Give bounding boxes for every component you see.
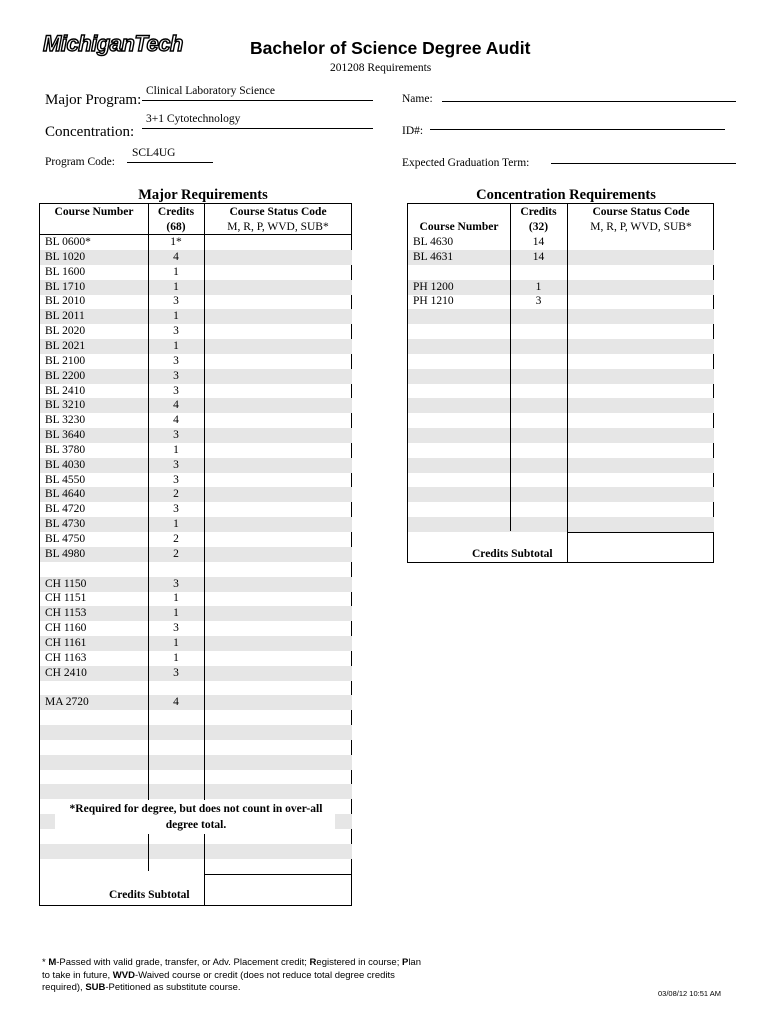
conc-status-cell[interactable] (568, 413, 714, 428)
conc-col-credits-header: Credits (520, 206, 557, 218)
conc-status-cell[interactable] (568, 384, 714, 399)
major-course-number: BL 2100 (45, 354, 86, 367)
id-field[interactable] (430, 129, 725, 130)
major-credits: 1 (173, 443, 179, 456)
major-credits: 1 (173, 636, 179, 649)
major-credits: 4 (173, 414, 179, 427)
major-credits: 1 (173, 339, 179, 352)
conc-status-cell[interactable] (568, 398, 714, 413)
major-course-number: BL 1020 (45, 250, 86, 263)
major-status-cell[interactable] (205, 487, 352, 502)
major-status-cell[interactable] (205, 398, 352, 413)
major-status-cell[interactable] (205, 502, 352, 517)
major-course-number: BL 4720 (45, 503, 86, 516)
conc-course-number: BL 4631 (413, 250, 454, 263)
major-status-cell[interactable] (205, 473, 352, 488)
page-subtitle: 201208 Requirements (330, 62, 432, 74)
major-status-cell[interactable] (205, 621, 352, 636)
major-course-number: CH 1150 (45, 577, 87, 590)
major-credits: 1 (173, 651, 179, 664)
program-code-value: SCL4UG (132, 147, 176, 159)
major-requirements-table (39, 203, 352, 906)
major-credits: 3 (173, 384, 179, 397)
major-credits: 3 (173, 458, 179, 471)
conc-status-cell[interactable] (568, 265, 714, 280)
major-course-number: MA 2720 (45, 696, 89, 709)
major-course-number: BL 4550 (45, 473, 86, 486)
major-credits: 3 (173, 503, 179, 516)
footnote-wvd: WVD (112, 969, 135, 981)
major-credits: 4 (173, 696, 179, 709)
conc-credits-divider (510, 204, 511, 531)
major-status-cell[interactable] (205, 294, 352, 309)
major-credits: 2 (173, 488, 179, 501)
major-status-cell[interactable] (205, 784, 352, 799)
major-credits: 1* (170, 236, 182, 248)
major-credits: 3 (173, 295, 179, 308)
major-status-cell[interactable] (205, 547, 352, 562)
major-course-number: BL 4750 (45, 533, 86, 545)
major-credits: 3 (173, 429, 179, 442)
major-status-cell[interactable] (205, 369, 352, 384)
conc-status-cell[interactable] (568, 235, 714, 250)
conc-status-cell[interactable] (568, 458, 714, 473)
major-status-cell[interactable] (205, 384, 352, 399)
conc-status-cell[interactable] (568, 369, 714, 384)
conc-status-cell[interactable] (568, 517, 714, 532)
id-label: ID#: (402, 125, 424, 137)
conc-status-cell[interactable] (568, 309, 714, 324)
print-timestamp: 03/08/12 10:51 AM (658, 989, 721, 998)
conc-status-cell[interactable] (568, 354, 714, 369)
major-course-number: BL 3780 (45, 443, 86, 456)
major-status-cell[interactable] (205, 280, 352, 295)
concentration-label: Concentration: (45, 124, 135, 140)
conc-status-cell[interactable] (568, 294, 714, 309)
conc-status-cell[interactable] (568, 473, 714, 488)
major-requirements-title: Major Requirements (138, 187, 268, 203)
major-course-number: CH 2410 (45, 666, 87, 679)
major-status-cell[interactable] (205, 859, 352, 874)
conc-status-cell[interactable] (568, 502, 714, 517)
conc-status-cell[interactable] (568, 443, 714, 458)
major-program-label: Major Program: (45, 92, 142, 108)
footnote-text-3: lan to take in future, (42, 957, 421, 981)
footnote-p: P (401, 957, 409, 968)
conc-credits-subtotal-label: Credits Subtotal (472, 548, 553, 560)
major-footnote-note: *Required for degree, but does not count in over-all degree total. (69, 803, 323, 831)
major-credits: 3 (173, 354, 179, 367)
major-status-cell[interactable] (205, 309, 352, 324)
major-course-number: BL 1710 (45, 280, 86, 293)
major-status-cell[interactable] (205, 413, 352, 428)
major-course-number: BL 2020 (45, 325, 86, 338)
status-code-footnote: * M-Passed with valid grade, transfer, or Adv. Placement credit; Registered in course; Plan to take in future, WVD-Waived course or credit (does not reduce total degree credits required), SUB-Petitioned as substitute course. (42, 957, 421, 993)
major-subtotal-input[interactable] (205, 875, 351, 905)
conc-course-number: BL 4630 (413, 236, 454, 248)
major-course-number: CH 1151 (45, 592, 87, 605)
conc-col-course-header: Course Number (419, 221, 499, 233)
major-status-cell[interactable] (205, 324, 352, 339)
major-status-cell[interactable] (205, 577, 352, 592)
major-credits: 3 (173, 473, 179, 486)
major-status-cell[interactable] (205, 339, 352, 354)
major-credits: 1 (173, 518, 179, 531)
major-credits: 1 (173, 607, 179, 620)
major-credits: 2 (173, 547, 179, 560)
major-course-number: CH 1153 (45, 607, 87, 620)
major-credits: 3 (173, 622, 179, 635)
major-credits: 4 (173, 399, 179, 412)
conc-subtotal-input[interactable] (568, 533, 713, 562)
major-status-cell[interactable] (205, 725, 352, 740)
major-status-cell[interactable] (205, 428, 352, 443)
name-label: Name: (402, 93, 433, 105)
footnote-text-5: -Petitioned as substitute course. (105, 982, 241, 993)
major-credits: 1 (173, 280, 179, 293)
major-status-cell[interactable] (205, 443, 352, 458)
footnote-text-4: -Waived course or credit (does not reduce total degree credits required), (42, 969, 395, 993)
major-status-cell[interactable] (205, 562, 352, 577)
major-course-number: BL 2410 (45, 384, 86, 397)
concentration-requirements-table (407, 203, 714, 563)
major-status-cell[interactable] (205, 755, 352, 770)
footnote-sub: SUB (85, 982, 106, 993)
major-course-number: BL 1600 (45, 265, 86, 278)
major-status-cell[interactable] (205, 235, 352, 250)
conc-status-cell[interactable] (568, 250, 714, 265)
footnote-m: M (48, 957, 57, 968)
name-field[interactable] (442, 101, 736, 102)
program-code-line[interactable] (127, 162, 213, 163)
conc-course-number: PH 1200 (413, 280, 454, 293)
major-course-number: BL 3640 (45, 429, 86, 442)
concentration-value: 3+1 Cytotechnology (146, 113, 241, 125)
major-status-cell[interactable] (205, 591, 352, 606)
major-course-number: BL 4030 (45, 458, 86, 471)
page-title: Bachelor of Science Degree Audit (250, 38, 531, 58)
major-status-cell[interactable] (205, 265, 352, 280)
grad-term-label: Expected Graduation Term: (402, 157, 530, 169)
major-course-number: CH 1161 (45, 636, 87, 649)
grad-term-field[interactable] (551, 163, 736, 164)
major-credits: 1 (173, 592, 179, 605)
major-status-cell[interactable] (205, 695, 352, 710)
program-code-label: Program Code: (45, 156, 115, 168)
major-status-cell[interactable] (205, 710, 352, 725)
major-col-credits-total: (68) (166, 221, 186, 233)
major-course-number: BL 0600* (45, 236, 91, 248)
major-status-cell[interactable] (205, 636, 352, 651)
concentration-requirements-title: Concentration Requirements (476, 187, 656, 203)
major-course-number: BL 2021 (45, 339, 86, 352)
conc-credits: 1 (535, 280, 542, 293)
major-credits: 3 (173, 325, 179, 338)
major-program-line[interactable] (142, 100, 373, 101)
major-credits: 3 (173, 577, 179, 590)
conc-col-credits-total: (32) (528, 221, 549, 233)
major-course-number: BL 3230 (45, 414, 86, 427)
major-credits: 1 (173, 265, 179, 278)
conc-col-status-header: Course Status Code (592, 206, 690, 218)
conc-credits: 14 (532, 236, 545, 248)
major-status-cell[interactable] (205, 770, 352, 785)
conc-course-number: PH 1210 (413, 295, 454, 308)
major-col-status-header: Course Status Code (229, 206, 327, 218)
conc-status-cell[interactable] (568, 428, 714, 443)
major-credits: 3 (173, 369, 179, 382)
major-credits: 4 (173, 250, 179, 263)
major-program-value: Clinical Laboratory Science (146, 85, 276, 97)
concentration-line[interactable] (142, 128, 373, 129)
major-status-cell[interactable] (205, 354, 352, 369)
major-course-number: BL 4980 (45, 547, 86, 560)
major-col-credits-header: Credits (157, 206, 195, 218)
conc-credits: 14 (532, 250, 545, 263)
footnote-text-2: egistered in course; (316, 957, 402, 968)
conc-col-status-codes: M, R, P, WVD, SUB* (590, 221, 692, 233)
major-status-cell[interactable] (205, 532, 352, 547)
conc-status-cell[interactable] (568, 487, 714, 502)
major-status-cell[interactable] (205, 844, 352, 859)
major-course-number: BL 4640 (45, 488, 86, 501)
major-status-cell[interactable] (205, 651, 352, 666)
major-status-cell[interactable] (205, 517, 352, 532)
footnote-r: R (309, 957, 317, 968)
major-credits: 2 (173, 533, 179, 545)
conc-status-cell[interactable] (568, 280, 714, 295)
conc-status-cell[interactable] (568, 324, 714, 339)
major-course-number: CH 1163 (45, 651, 87, 664)
major-course-number: CH 1160 (45, 622, 87, 635)
conc-credits: 3 (535, 295, 542, 308)
major-status-cell[interactable] (205, 740, 352, 755)
major-status-cell[interactable] (205, 250, 352, 265)
footnote-text-1: -Passed with valid grade, transfer, or Adv. Placement credit; (56, 957, 310, 968)
major-credits-divider (148, 204, 149, 871)
conc-status-divider (567, 204, 568, 562)
major-course-number: BL 3210 (45, 399, 86, 412)
major-status-cell[interactable] (205, 666, 352, 681)
major-col-course-header: Course Number (54, 206, 134, 218)
major-course-number: BL 2011 (45, 310, 85, 323)
major-status-cell[interactable] (205, 681, 352, 696)
major-col-status-codes: M, R, P, WVD, SUB* (227, 221, 329, 233)
major-course-number: BL 2200 (45, 369, 86, 382)
conc-status-cell[interactable] (568, 339, 714, 354)
major-credits: 1 (173, 310, 179, 323)
major-credits: 3 (173, 666, 179, 679)
major-course-number: BL 2010 (45, 295, 86, 308)
major-status-cell[interactable] (205, 458, 352, 473)
michigan-tech-logo: MichiganTech (43, 31, 183, 56)
major-credits-subtotal-label: Credits Subtotal (109, 889, 190, 901)
major-status-cell[interactable] (205, 606, 352, 621)
major-course-number: BL 4730 (45, 518, 86, 531)
